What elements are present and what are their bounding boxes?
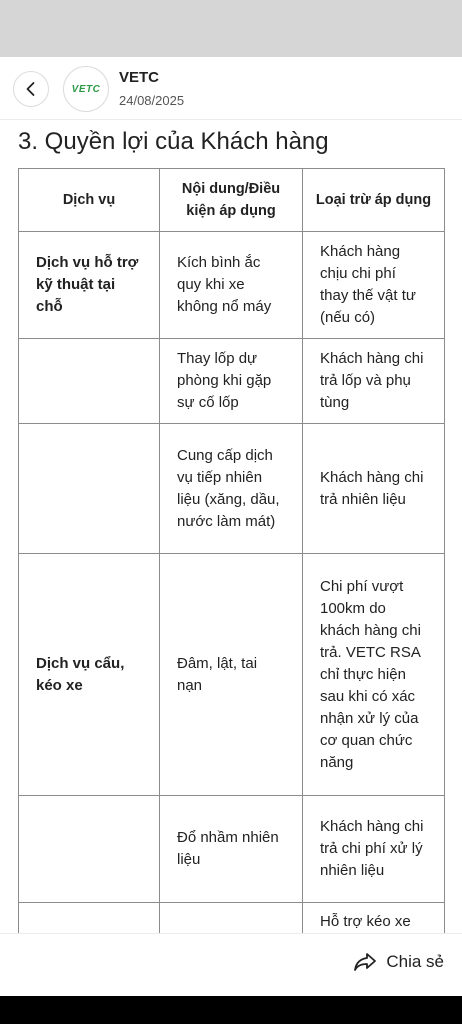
bottom-action-bar	[0, 933, 462, 996]
message-content[interactable]	[0, 120, 462, 933]
table-cell-exclusion: Khách hàng chi trả lốp và phụ tùng	[303, 339, 445, 424]
column-header-exclusions: Loại trừ áp dụng	[303, 169, 445, 232]
table-row	[19, 554, 445, 796]
message-date: 24/08/2025	[119, 93, 185, 108]
table-row	[19, 903, 445, 934]
table-row	[19, 339, 445, 424]
table-header-row	[19, 169, 445, 232]
table-row	[19, 424, 445, 554]
table-cell-service	[19, 339, 160, 424]
system-navigation-bar	[0, 996, 462, 1024]
table-cell-condition: Đổ nhầm nhiên liệu	[160, 796, 303, 903]
table-cell-condition: Đâm, lật, tai nạn	[160, 554, 303, 796]
status-bar	[0, 0, 462, 57]
table-cell-service: Dịch vụ hỗ trợ kỹ thuật tại chỗ	[19, 232, 160, 339]
vetc-logo: VETC	[71, 83, 101, 95]
share-label: Chia sẻ	[386, 952, 444, 971]
table-cell-service: Dịch vụ cẩu, kéo xe	[19, 554, 160, 796]
table-cell-condition: Cung cấp dịch vụ tiếp nhiên liệu (xăng, dầu, nước làm mát)	[160, 424, 303, 554]
table-cell-exclusion: Khách hàng chịu chi phí thay thế vật tư (nếu có)	[303, 232, 445, 339]
back-button[interactable]	[13, 71, 49, 107]
table-cell-service	[19, 796, 160, 903]
table-cell-service	[19, 424, 160, 554]
table-cell-exclusion: Khách hàng chi trả chi phí xử lý nhiên liệu	[303, 796, 445, 903]
table-cell-exclusion: Khách hàng chi trả nhiên liệu	[303, 424, 445, 554]
message-header	[0, 57, 462, 120]
table-cell-exclusion: Hỗ trợ kéo xe	[303, 903, 445, 934]
table-row	[19, 232, 445, 339]
table-row	[19, 796, 445, 903]
share-button[interactable]	[353, 952, 444, 972]
section-title: 3. Quyền lợi của Khách hàng	[18, 128, 329, 155]
column-header-service: Dịch vụ	[19, 169, 160, 232]
table-cell-condition	[160, 903, 303, 934]
table-cell-condition: Kích bình ắc quy khi xe không nổ máy	[160, 232, 303, 339]
table-cell-condition: Thay lốp dự phòng khi gặp sự cố lốp	[160, 339, 303, 424]
chevron-left-icon	[22, 80, 40, 98]
sender-logo[interactable]	[63, 66, 109, 112]
sender-name[interactable]: VETC	[119, 69, 160, 86]
share-icon	[353, 952, 377, 972]
benefits-table-wrapper	[18, 168, 444, 933]
column-header-conditions: Nội dung/Điều kiện áp dụng	[160, 169, 303, 232]
table-cell-service	[19, 903, 160, 934]
table-cell-exclusion: Chi phí vượt 100km do khách hàng chi trả. VETC RSA chỉ thực hiện sau khi có xác nhận xử lý của cơ quan chức năng	[303, 554, 445, 796]
benefits-table	[18, 168, 445, 933]
